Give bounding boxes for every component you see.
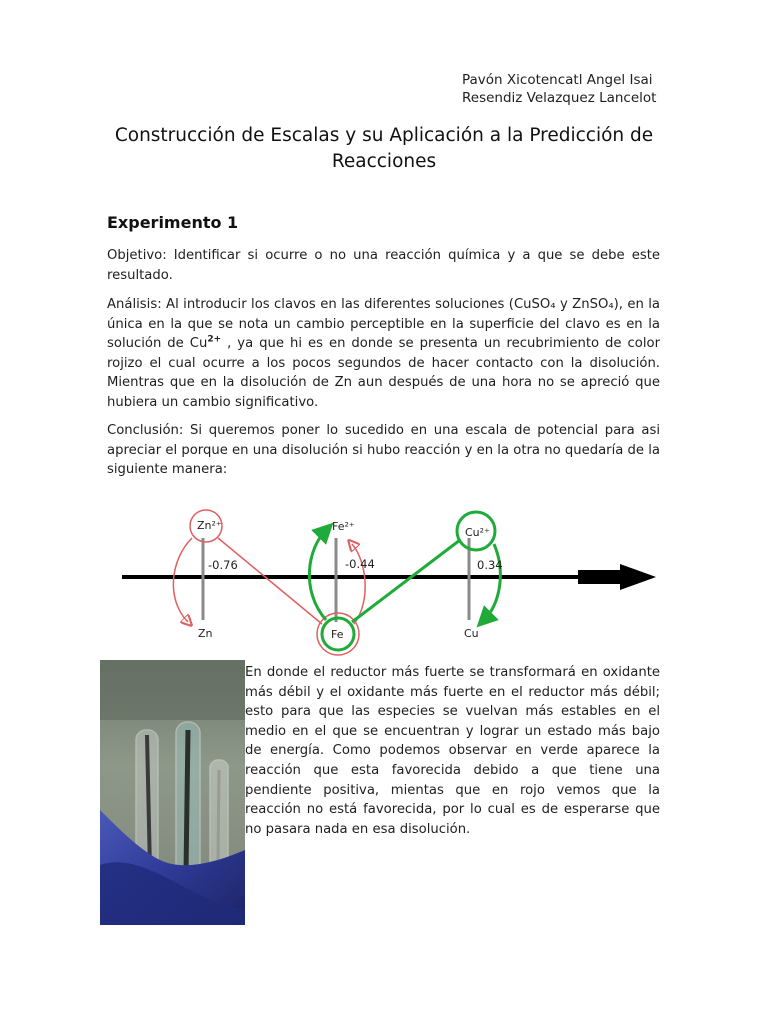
nail-test-tubes-photo bbox=[100, 660, 245, 925]
photo-explanation-paragraph: En donde el reductor más fuerte se transformará en oxidante más débil y el oxidante más fuerte en el reductor más débil; esto para que las especies se vuelvan más estables en el medio en el que se encuentran y lograr un estado más bajo de energía. Como podemos observar en verde aparece la reacción que esta favorecida debido a que tiene una pendiente positiva, mientas que en rojo vemos que la reacción no está favorecida, por lo cual es de esperarse que no pasara nada en esa disolución. bbox=[245, 665, 660, 837]
objective-paragraph: Objetivo: Identificar si ocurre o no una reacción química y a que se debe este resultado. bbox=[107, 248, 660, 283]
cu-oxidant-label: Cu²⁺ bbox=[465, 526, 490, 539]
cu-value-label: 0.34 bbox=[477, 558, 503, 572]
green-line-fe-cu bbox=[352, 540, 460, 622]
document-title: Construcción de Escalas y su Aplicación a la Predicción de Reacciones bbox=[114, 125, 654, 172]
analysis-text-1: Análisis: Al introducir los clavos en las diferentes soluciones (CuSO₄ y ZnSO₄), en la única en la que se nota un cambio perceptible en la superficie del clavo es en la solución de Cu bbox=[107, 297, 660, 351]
fe-oxidant-label: Fe²⁺ bbox=[332, 520, 355, 533]
author-1: Pavón Xicotencatl Angel Isai bbox=[462, 72, 653, 88]
conclusion-paragraph: Conclusión: Si queremos poner lo sucedido en una escala de potencial para asi apreciar el porque en una disolución si hubo reacción y en la otra no quedaría de la siguiente manera: bbox=[107, 423, 660, 477]
author-2: Resendiz Velazquez Lancelot bbox=[462, 90, 657, 106]
zn-oxidant-label: Zn²⁺ bbox=[197, 519, 222, 532]
fe-value-label: -0.44 bbox=[345, 557, 375, 571]
axis-arrowhead bbox=[578, 564, 656, 590]
analysis-paragraph bbox=[107, 295, 660, 412]
green-curve-cu bbox=[484, 544, 500, 620]
authors-block bbox=[462, 71, 656, 107]
cu-charge: 2+ bbox=[207, 334, 222, 345]
fe-reductant-label: Fe bbox=[331, 628, 344, 641]
red-curve-zn bbox=[173, 538, 192, 622]
potential-scale-diagram bbox=[100, 500, 668, 660]
zn-reductant-label: Zn bbox=[198, 627, 213, 640]
analysis-text-2: , ya que hi es en donde se presenta un recubrimiento de color rojizo el cual ocurre a los pocos segundos de hacer contacto con la disolución. Mientras que en la disolución de Zn aun después de una hora no se apreció que hubiera un cambio significativo. bbox=[107, 336, 660, 410]
section-heading: Experimento 1 bbox=[107, 213, 239, 232]
zn-value-label: -0.76 bbox=[208, 558, 238, 572]
red-line-zn-fe bbox=[218, 538, 322, 624]
cu-reductant-label: Cu bbox=[464, 627, 479, 640]
